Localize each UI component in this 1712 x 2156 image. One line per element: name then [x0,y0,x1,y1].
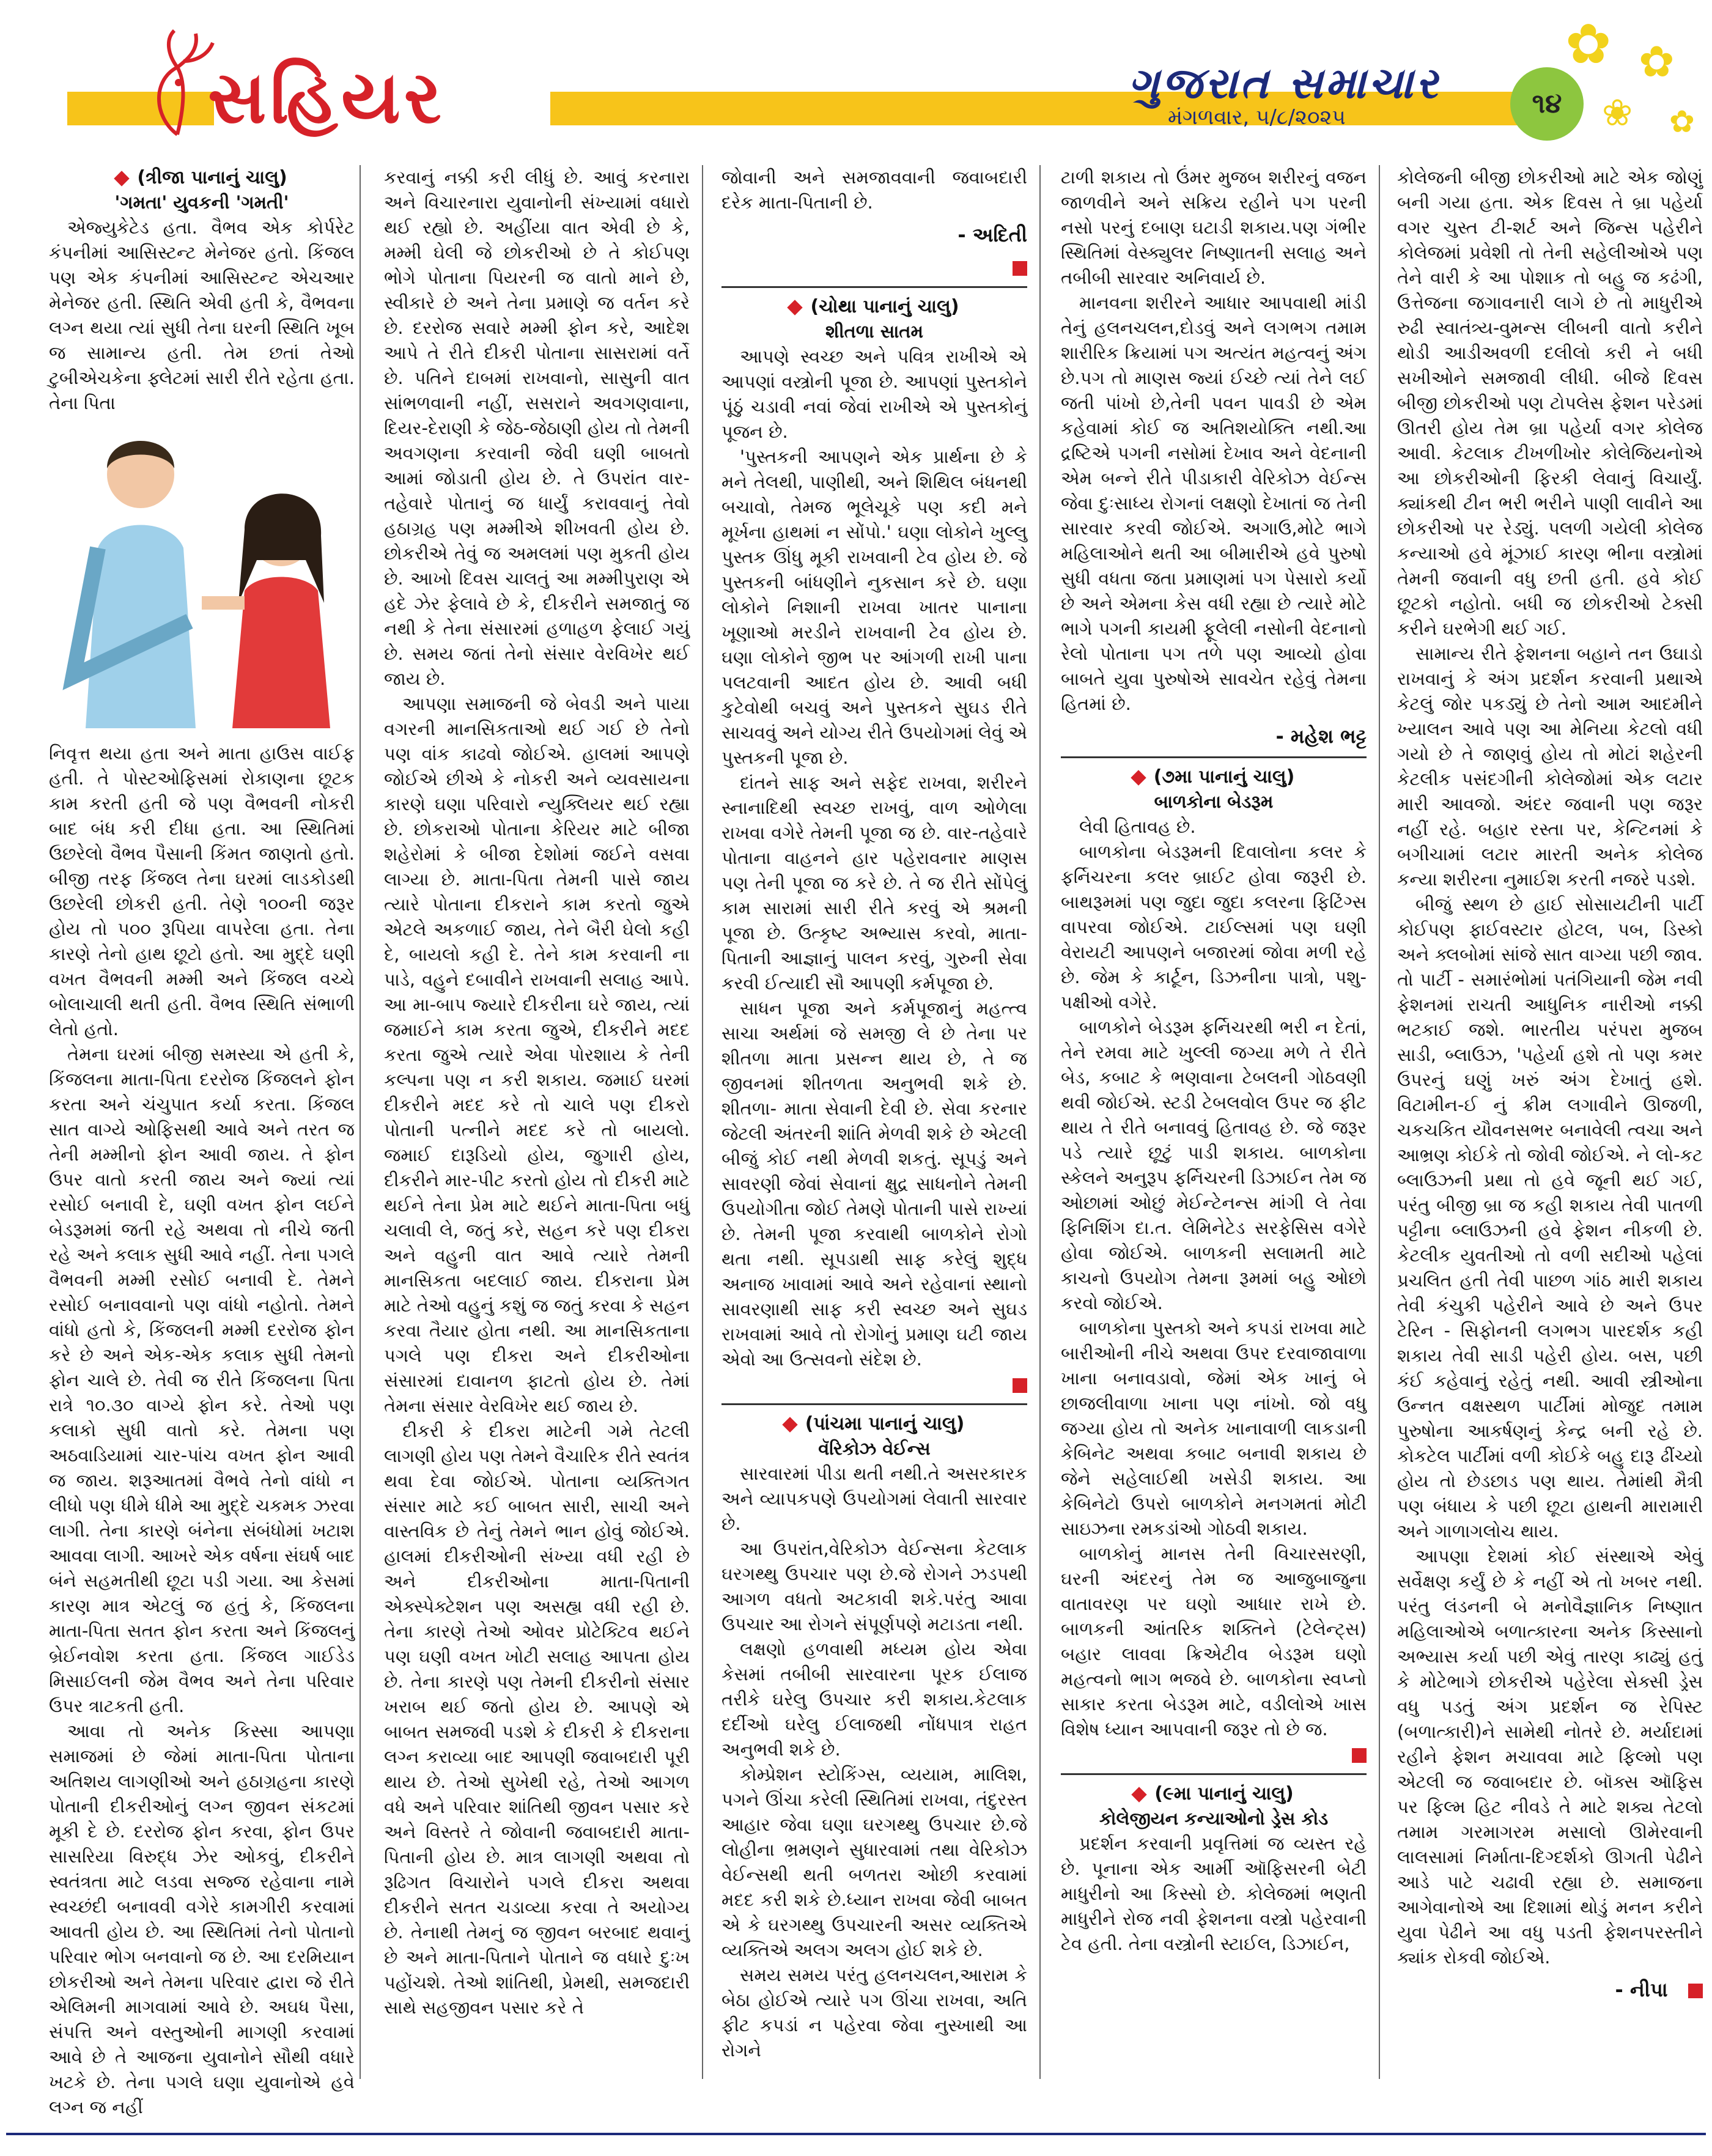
continued-label: (ત્રીજા પાનાનું ચાલુ) [49,165,355,190]
end-mark [721,255,1027,280]
column-rule [1039,165,1041,2079]
paragraph: આપણે સ્વચ્છ અને પવિત્ર રાખીએ એ આપણાં વસ્ત્રોની પૂજા છે. આપણાં પુસ્તકોને પૂંઠું ચડાવી નવાં જેવાં રાખીએ એ પુસ્તકોનું પૂજન છે. [721,346,1027,442]
paragraph: જોવાની અને સમજાવવાની જવાબદારી દરેક માતા-પિતાની છે. [721,167,1027,213]
end-mark [1061,1742,1367,1767]
paragraph: બાળકોના બેડરૂમની દિવાલોના કલર કે ફર્નિચરના કલર બ્રાઈટ હોવા જરૂરી છે. બાથરૂમમાં પણ જુદા જુદા કલરના ફિટિંગ્સ વાપરવા જોઈએ. ટાઈલ્સમાં પણ ઘણી વેરાયટી આપણને બજારમાં જોવા મળી રહે છે. જેમ કે કાર્ટૂન, ડિઝનીના પાત્રો, પશુ-પક્ષીઓ વગેરે. [1061,841,1367,1013]
byline: - મહેશ ભટ્ટ [1275,725,1367,748]
section-divider [721,1403,1027,1405]
paragraph: લક્ષણો હળવાથી મધ્યમ હોય એવા કેસમાં તબીબી સારવારના પૂરક ઈલાજ તરીકે ઘરેલુ ઉપચાર કરી શકાય.કેટલાક દર્દીઓ ઘરેલુ ઈલાજથી નોંધપાત્ર રાહત અનુભવી શકે છે. [721,1639,1027,1760]
paragraph: એજ્યુકેટેડ હતા. વૈભવ એક કોર્પરેટ કંપનીમાં આસિસ્ટન્ટ મેનેજર હતો. કિંજલ પણ એક કંપનીમાં આસિસ્ટન્ટ એચઆર મેનેજર હતી. સ્થિતિ એવી હતી કે, વૈભવના લગ્ન થયા ત્યાં સુધી તેના ઘરની સ્થિતિ ખૂબ જ સામાન્ય હતી. તેમ છતાં તેઓ ટુબીએચકેના ફ્લેટમાં સારી રીતે રહેતા હતા. તેના પિતા [49,217,355,413]
diamond-icon [114,171,130,186]
paragraph: ટાળી શકાય તો ઉંમર મુજબ શરીરનું વજન જાળવીને અને સક્રિય રહીને પગ પરની નસો પરનું દબાણ ઘટાડી શકાય.પણ ગંભીર સ્થિતિમાં વેસ્ક્યુલર નિષ્ણાતની સલાહ અને તબીબી સારવાર અનિવાર્ય છે. [1061,167,1367,288]
paragraph: બાળકોને બેડરૂમ ફર્નિચરથી ભરી ન દેતાં, તેને રમવા માટે ખુલ્લી જગ્યા મળે તે રીતે બેડ, કબાટ કે ભણવાના ટેબલની ગોઠવણી થવી જોઈએ. સ્ટડી ટેબલવોલ ઉપર જ ફીટ થાય તે રીતે બનાવવું હિતાવહ છે. જે જરૂર પડે ત્યારે છૂટું પાડી શકાય. બાળકોના સ્કેલને અનુરૂપ ફર્નિચરની ડિઝાઈન તેમ જ ઓછામાં ઓછું મેઈન્ટેનન્સ માંગી લે તેવા ફિનિશિંગ દા.ત. લેમિનેટેડ સરફેસિસ વગેરે હોવા જોઈએ. બાળકની સલામતી માટે કાચનો ઉપયોગ તેમના રૂમમાં બહુ ઓછો કરવો જોઈએ. [1061,1017,1367,1313]
couple-illustration [49,419,355,728]
byline: - નીપા [1397,1977,1703,2003]
paragraph: બાળકોનું માનસ તેની વિચારસરણી, ઘરની અંદરનું તેમ જ આજુબાજુના વાતાવરણ પર ઘણો આધાર રાખે છે. બાળકની આંતરિક શક્તિને (ટેલેન્ટ્સ) બહાર લાવવા ક્રિએટીવ બેડરૂમ ઘણો મહત્વનો ભાગ ભજવે છે. બાળકોના સ્વપ્નો સાકાર કરતા બેડરૂમ માટે, વડીલોએ ખાસ વિશેષ ધ્યાન આપવાની જરૂર તો છે જ. [1061,1543,1367,1740]
page-number: ૧૪ [1510,67,1584,141]
flower-icon: ✿ [1639,37,1675,87]
paragraph: બીજું સ્થળ છે હાઈ સોસાયટીની પાર્ટી કોઈપણ ફાઈવસ્ટાર હોટલ, પબ, ડિસ્કો અને ક્લબોમાં સાંજે સાત વાગ્યા પછી જાવ. તો પાર્ટી - સમારંભોમાં પતંગિયાની જેમ નવી ફેશનમાં રાચતી આધુનિક નારીઓ નક્કી ભટકાઈ જશે. ભારતીય પરંપરા મુજબ સાડી, બ્લાઉઝ, 'પહેર્યા હશે તો પણ કમર ઉપરનું ઘણું ખરું અંગ દેખાતું હશે. વિટામીન-ઈ નું ક્રીમ લગાવીને ઊજળી, ચકચકિત યૌવનસભર બનાવેલી ત્વચા અને આભ્રણ કોઈકે તો જોવી જોઈએ. ને લો-કટ બ્લાઉઝની પ્રથા તો હવે જૂની થઈ ગઈ, પરંતુ બીજી બ્રા જ કહી શકાય તેવી પાતળી પટ્ટીના બ્લાઉઝની હવે ફેશન નીકળી છે. કેટલીક યુવતીઓ તો વળી સદીઓ પહેલાં પ્રચલિત હતી તેવી પાછળ ગાંઠ મારી શકાય તેવી કંચુકી પહેરીને આવે છે અને ઉપર ટેરિન - સિફોનની લગભગ પારદર્શક કહી શકાય તેવી સાડી પહેરી હોય. બસ, પછી કંઈ કહેવાનું રહેતું નથી. આવી સ્ત્રીઓના ઉન્નત વક્ષસ્થળ પાર્ટીમાં મોજુદ તમામ પુરુષોના આકર્ષણનું કેન્દ્ર બની રહે છે. કોકટેલ પાર્ટીમાં વળી કોઈકે બહુ દારૂ ઢીંચ્યો હોય તો છેડછાડ પણ થાય. તેમાંથી મૈત્રી પણ બંધાય કે પછી છૂટા હાથની મારામારી અને ગાળાગલોચ થાય. [1397,894,1703,1541]
paragraph: નિવૃત્ત થયા હતા અને માતા હાઉસ વાઈફ હતી. તે પોસ્ટઓફિસમાં રોકાણના છૂટક કામ કરતી હતી જે પણ વૈભવની નોકરી બાદ બંધ કરી દીધા હતા. આ સ્થિતિમાં ઉછરેલો વૈભવ પૈસાની કિંમત જાણતો હતો. બીજી તરફ કિંજલ તેના ઘરમાં લાડકોડથી ઉછરેલી છોકરી હતી. તેણે ૧૦૦ની જરૂર હોય તો ૫૦૦ રૂપિયા વાપરેલા હતા. તેના કારણે તેનો હાથ છૂટો હતો. આ મુદ્દે ઘણી વખત વૈભવની મમ્મી અને કિંજલ વચ્ચે બોલાચાલી થતી હતી. વૈભવ સ્થિતિ સંભાળી લેતો હતો. [49,743,355,1039]
diamond-icon [1132,1787,1147,1802]
column-2 [384,165,690,2020]
section-title: સહિયર [208,55,445,139]
diamond-icon [1131,770,1146,785]
flower-icon: ❀ [1602,92,1633,135]
paragraph: 'પુસ્તકની આપણને એક પ્રાર્થના છે કે મને તેલથી, પાણીથી, અને શિથિલ બંધનથી બચાવો, તેમજ ભૂલેચૂકે પણ કદી મને મૂર્ખના હાથમાં ન સોંપો.' ઘણા લોકોને ખુલ્લુ પુસ્તક ઊંધુ મૂકી રાખવાની ટેવ હોય છે. જે પુસ્તકની બાંધણીને નુકસાન કરે છે. ઘણા લોકોને નિશાની રાખવા ખાતર પાનાના ખૂણાઓ મરડીને રાખવાની ટેવ હોય છે. ઘણા લોકોને જીભ પર આંગળી રાખી પાના પલટવાની આદત હોય છે. આવી બધી કુટેવોથી બચવું અને પુસ્તકને સુઘડ રીતે સાચવવું અને યોગ્ય રીતે ઉપયોગમાં લેવું એ પુસ્તકની પૂજા છે. [721,446,1027,768]
paragraph: તેમના ઘરમાં બીજી સમસ્યા એ હતી કે, કિંજલના માતા-પિતા દરરોજ કિંજલને ફોન કરતા અને ચંચુપાત કર્યા કરતા. કિંજલ સાત વાગ્યે ઓફિસથી આવે અને તરત જ તેની મમ્મીનો ફોન આવી જાય. તે ફોન ઉપર વાતો કરતી જાય અને જ્યાં ત્યાં રસોઈ બનાવી દે, ઘણી વખત ફોન લઈને બેડરૂમમાં જતી રહે અથવા તો નીચે જતી રહે અને કલાક સુધી આવે નહીં. તેના પગલે વૈભવની મમ્મી રસોઈ બનાવી દે. તેમને રસોઈ બનાવવાનો પણ વાંધો નહોતો. તેમને વાંધો હતો કે, કિંજલની મમ્મી દરરોજ ફોન કરે છે અને એક-એક કલાક સુધી તેમનો ફોન ચાલે છે. તેવી જ રીતે કિંજલના પિતા રાત્રે ૧૦.૩૦ વાગ્યે ફોન કરે. તેઓ પણ કલાકો સુધી વાતો કરે. તેમના પણ અઠવાડિયામાં ચાર-પાંચ વખત ફોન આવી જ જાય. શરૂઆતમાં વૈભવે તેનો વાંધો ન લીધો પણ ધીમે ધીમે આ મુદ્દે ચકમક ઝરવા લાગી. તેના કારણે બંનેના સંબંધોમાં ખટાશ આવવા લાગી. આખરે એક વર્ષના સંઘર્ષ બાદ બંને સહમતીથી છૂટા પડી ગયા. આ કેસમાં કારણ માત્ર એટલું જ હતું કે, કિંજલના માતા-પિતા સતત ફોન કરતા અને કિંજલનું બ્રેઈનવોશ કરતા હતા. કિંજલ ગાઈડેડ મિસાઈલની જેમ વૈભવ અને તેના પરિવાર ઉપર ત્રાટકતી હતી. [49,1044,355,1716]
flower-icon: ✿ [1669,104,1695,139]
section-divider [1061,756,1367,758]
article-title: વૅરિકોઝ વેઈન્સ [818,1438,931,1459]
article-title: શીતળા સાતમ [825,321,923,342]
continued-label: (૯મા પાનાનું ચાલુ) [1061,1781,1367,1806]
article-title: 'ગમતા' યુવકની 'ગમતી' [114,192,289,213]
paragraph: કોમ્પ્રેશન સ્ટોકિંગ્સ, વ્યયામ, માલિશ, પગને ઊંચા કરેલી સ્થિતિમાં રાખવા, તંદુરસ્ત આહાર જેવા ઘણા ઘરગથ્થુ ઉપચાર છે.જે લોહીના ભ્રમણને સુધારવામાં તથા વેરિકોઝ વેઈન્સથી થતી બળતરા ઓછી કરવામાં મદદ કરી શકે છે.ધ્યાન રાખવા જેવી બાબત એ કે ઘરગથ્થુ ઉપચારની અસર વ્યક્તિએ વ્યક્તિએ અલગ અલગ હોઈ શકે છે. [721,1764,1027,1960]
continued-label: (પાંચમા પાનાનું ચાલુ) [721,1411,1027,1436]
section-divider [1061,1773,1367,1775]
end-square-icon [1352,1748,1367,1763]
paragraph: દાંતને સાફ અને સફેદ રાખવા, શરીરને સ્નાનાદિથી સ્વચ્છ રાખવું, વાળ ઓળેલા રાખવા વગેરે તેમની પૂજા જ છે. વાર-તહેવારે પોતાના વાહનને હાર પહેરાવનાર માણસ પણ તેની પૂજા જ કરે છે. તે જ રીતે સોંપેલું કામ સારામાં સારી રીતે કરવું એ શ્રમની પૂજા છે. ઉત્કૃષ્ટ અભ્યાસ કરવો, માતા-પિતાની આજ્ઞાનું પાલન કરવું, ગુરુની સેવા કરવી ઈત્યાદી સૌ આપણી કર્મપૂજા છે. [721,772,1027,994]
paragraph: પ્રદર્શન કરવાની પ્રવૃત્તિમાં જ વ્યસ્ત રહે છે. પૂનાના એક આર્મી ઑફિસરની બેટી માધુરીનો આ કિસ્સો છે. કોલેજમાં ભણતી માધુરીને રોજ નવી ફેશનના વસ્ત્રો પહેરવાની ટેવ હતી. તેના વસ્ત્રોની સ્ટાઈલ, ડિઝાઈન, [1061,1833,1367,1954]
article-title: કોલેજીયન કન્યાઓનો ડ્રેસ કોડ [1099,1808,1329,1829]
column-rule [1379,165,1380,2079]
column-1 [49,165,355,2120]
article-title: બાળકોના બેડરૂમ [1154,791,1274,812]
paragraph: સમય સમય પરંતુ હલનચલન,આરામ કે બેઠા હોઈએ ત્યારે પગ ઊંચા રાખવા, અતિ ફીટ કપડાં ન પહેરવા જેવા નુસ્ખાથી આ રોગને [721,1965,1027,2061]
paragraph: બાળકોના પુસ્તકો અને કપડાં રાખવા માટે બારીઓની નીચે અથવા ઉપર દરવાજાવાળા ખાના બનાવડાવો, જેમાં એક ખાનું બે છાજલીવાળા ખાના પણ નાંખો. જો વધુ જગ્યા હોય તો અનેક ખાનાવાળી લાકડાની કેબિનેટ અથવા કબાટ બનાવી શકાય છે જેને સહેલાઈથી ખસેડી શકાય. આ કેબિનેટો ઉપરો બાળકોને મનગમતાં મોટી સાઇઝના રમકડાંઓ ગોઠવી શકાય. [1061,1318,1367,1539]
section-divider [721,286,1027,288]
continued-label: (૭મા પાનાનું ચાલુ) [1061,764,1367,789]
paragraph: આપણા દેશમાં કોઈ સંસ્થાએ એવું સર્વેક્ષણ કર્યું છે કે નહીં એ તો ખબર નથી. પરંતુ લંડનની બે મનોવૈજ્ઞાનિક નિષ્ણાત મહિલાઓએ બળાત્કારના અનેક કિસ્સાનો અભ્યાસ કર્યા પછી એવું તારણ કાઢ્યું હતું કે મોટેભાગે છોકરીએ પહેરેલા સેક્સી ડ્રેસ વધુ પડતું અંગ પ્રદર્શન જ રેપિસ્ટ (બળાત્કારી)ને સામેથી નોતરે છે. મર્યાદામાં રહીને ફેશન મચાવવા માટે ફિલ્મો પણ એટલી જ જવાબદાર છે. બૉક્સ ઑફિસ પર ફિલ્મ હિટ નીવડે તે માટે શક્ય તેટલો તમામ ગરમાગરમ મસાલો ઊમેરવાની લાલસામાં નિર્માતા-દિગ્દર્શકો ઊગતી પેઢીને આડે પાટે ચઢાવી રહ્યા છે. સમાજના આગેવાનોએ આ દિશામાં થોડું મનન કરીને યુવા પેઢીને આ વધુ પડતી ફેશનપરસ્તીને ક્યાંક રોકવી જોઈએ. [1397,1546,1703,1968]
paragraph: સાધન પૂજા અને કર્મપૂજાનું મહત્ત્વ સાચા અર્થમાં જે સમજી લે છે તેના પર શીતળા માતા પ્રસન્ન થાય છે, તે જ જીવનમાં શીતળતા અનુભવી શકે છે. શીતળા- માતા સેવાની દેવી છે. સેવા કરનાર જેટલી અંતરની શાંતિ મેળવી શકે છે એટલી બીજું કોઈ નથી મેળવી શકતું. સૂપડું અને સાવરણી જેવાં સેવાનાં ક્ષુદ્ર સાધનોને તેમની ઉપયોગીતા જોઈ તેમણે પોતાની પાસે રાખ્યાં છે. તેમની પૂજા કરવાથી બાળકોને રોગો થતા નથી. સૂપડાથી સાફ કરેલું શુદ્ધ અનાજ ખાવામાં આવે અને રહેવાનાં સ્થાનો સાવરણાથી સાફ કરી સ્વચ્છ અને સુઘડ રાખવામાં આવે તો રોગોનું પ્રમાણ ઘટી જાય એવો આ ઉત્સવનો સંદેશ છે. [721,998,1027,1370]
byline: - અદિતી [957,223,1027,246]
paragraph: આવા તો અનેક કિસ્સા આપણા સમાજમાં છે જેમાં માતા-પિતા પોતાના અતિશય લાગણીઓ અને હઠાગ્રહના કારણે પોતાની દીકરીઓનું લગ્ન જીવન સંકટમાં મૂકી દે છે. દરરોજ ફોન કરવા, ફોન ઉપર સાસરિયા વિરુદ્ધ ઝેર ઓકવું, દીકરીને સ્વતંત્રતા માટે લડવા સજ્જ રહેવાના નામે સ્વચ્છંદી બનાવવી વગેરે કામગીરી કરવામાં આવતી હોય છે. આ સ્થિતિમાં તેનો પોતાનો પરિવાર ભોગ બનવાનો જ છે. આ દરમિયાન છોકરીઓ અને તેમના પરિવાર દ્વારા જે રીતે એલિમની માગવામાં આવે છે. અઘધ પૈસા, સંપત્તિ અને વસ્તુઓની માગણી કરવામાં આવે છે તે આજના યુવાનોને સૌથી વધારે ખટકે છે. તેના પગલે ઘણા યુવાનોએ હવે લગ્ન જ નહીં [49,1721,355,2117]
paragraph: કરવાનું નક્કી કરી લીધું છે. આવું કરનારા અને વિચારનારા યુવાનોની સંખ્યામાં વધારો થઈ રહ્યો છે. અહીંયા વાત એવી છે કે, મમ્મી ઘેલી જે છોકરીઓ છે તે કોઈપણ ભોગે પોતાના પિયરની જ વાતો માને છે, સ્વીકારે છે અને તેના પ્રમાણે જ વર્તન કરે છે. દરરોજ સવારે મમ્મી ફોન કરે, આદેશ આપે તે રીતે દીકરી પોતાના સાસરામાં વર્તે છે. પતિને દાબમાં રાખવાનો, સાસુની વાત સાંભળવાની નહીં, સસરાને અવગણવાના, દિયર-દેરાણી કે જેઠ-જેઠાણી હોય તો તેમની અવગણના કરવાની જેવી ઘણી બાબતો આમાં જોડાતી હોય છે. તે ઉપરાંત વાર-તહેવારે પોતાનું જ ધાર્યું કરાવવાનું તેવો હઠાગ્રહ પણ મમ્મીએ શીખવતી હોય છે. છોકરીએ તેવું જ અમલમાં પણ મુકતી હોય છે. આખો દિવસ ચાલતું આ મમ્મીપુરાણ એ હદે ઝેર ફેલાવે છે કે, દીકરીને સમજાતું જ નથી કે તેના સંસારમાં હળાહળ ફેલાઈ ગયું છે. સમય જતાં તેનો સંસાર વેરવિખેર થઈ જાય છે. [384,167,690,689]
issue-date: મંગળવાર, ૫/૮/૨૦૨૫ [1168,105,1346,130]
paragraph: લેવી હિતાવહ છે. [1079,816,1196,837]
paragraph: આ ઉપરાંત,વેરિકોઝ વેઈન્સના કેટલાક ઘરગથ્થુ ઉપચાર પણ છે.જે રોગને ઝડપથી આગળ વધતો અટકાવી શકે.પરંતુ આવા ઉપચાર આ રોગને સંપૂર્ણપણે મટાડતા નથી. [721,1538,1027,1634]
bottom-rule [6,2133,1706,2135]
paragraph: આપણા સમાજની જે બેવડી અને પાયા વગરની માનસિકતાઓ થઈ ગઈ છે તેનો પણ વાંક કાઢવો જોઈએ. હાલમાં આપણે જોઈએ છીએ કે નોકરી અને વ્યવસાયના કારણે ઘણા પરિવારો ન્યુક્લિયર થઈ રહ્યા છે. છોકરાઓ પોતાના કેરિયર માટે બીજા શહેરોમાં કે બીજા દેશોમાં જઈને વસવા લાગ્યા છે. માતા-પિતા તેમની પાસે જાય ત્યારે પોતાના દીકરાને કામ કરતો જુએ એટલે અકળાઈ જાય, તેને બૈરી ઘેલો કહી દે, બાયલો કહી દે. તેને કામ કરવાની ના પાડે, વહુને દબાવીને રાખવાની સલાહ આપે. આ મા-બાપ જ્યારે દીકરીના ઘરે જાય, ત્યાં જમાઈને કામ કરતા જુએ, દીકરીને મદદ કરતા જુએ ત્યારે એવા પોરશાય કે તેની કલ્પના પણ ન કરી શકાય. જમાઈ ઘરમાં દીકરીને મદદ કરે તો ચાલે પણ દીકરો પોતાની પત્નીને મદદ કરે તો બાયલો. જમાઈ દારૂડિયો હોય, જુગારી હોય, દીકરીને માર-પીટ કરતો હોય તો દીકરી માટે થઈને તેના પ્રેમ માટે થઈને માતા-પિતા બધું ચલાવી લે, જતું કરે, સહન કરે પણ દીકરા અને વહુની વાત આવે ત્યારે તેમની માનસિકતા બદલાઈ જાય. દીકરાના પ્રેમ માટે તેઓ વહુનું કશું જ જતું કરવા કે સહન કરવા તૈયાર હોતા નથી. આ માનસિકતાના પગલે પણ દીકરા અને દીકરીઓના સંસારમાં દાવાનળ ફાટતો હોય છે. તેમાં તેમના સંસાર વેરવિખેર થઈ જાય છે. [384,693,690,1416]
paragraph: દીકરી કે દીકરા માટેની ગમે તેટલી લાગણી હોય પણ તેમને વૈચારિક રીતે સ્વતંત્ર થવા દેવા જોઈએ. પોતાના વ્યક્તિગત સંસાર માટે કઈ બાબત સારી, સાચી અને વાસ્તવિક છે તેનું તેમને ભાન હોવું જોઈએ. હાલમાં દીકરીઓની સંખ્યા વધી રહી છે અને દીકરીઓના માતા-પિતાની એક્સ્પેક્ટેશન પણ અસહ્ય વધી રહી છે. તેના કારણે તેઓ ઓવર પ્રોટેક્ટિવ થઈને પણ ઘણી વખત ખોટી સલાહ આપતા હોય છે. તેના કારણે પણ તેમની દીકરીનો સંસાર ખરાબ થઈ જતો હોય છે. આપણે એ બાબત સમજવી પડશે કે દીકરી કે દીકરાના લગ્ન કરાવ્યા બાદ આપણી જવાબદારી પૂરી થાય છે. તેઓ સુખેથી રહે, તેઓ આગળ વધે અને પરિવાર શાંતિથી જીવન પસાર કરે અને વિસ્તરે તે જોવાની જવાબદારી માતા-પિતાની હોય છે. માત્ર લાગણી અથવા તો રૂઢિગત વિચારોને પગલે દીકરા અથવા દીકરીને સતત ચડાવ્યા કરવા તે અયોગ્ય છે. તેનાથી તેમનું જ જીવન બરબાદ થવાનું છે અને માતા-પિતાને પોતાને જ વધારે દુઃખ પહોંચશે. તેઓ શાંતિથી, પ્રેમથી, સમજદારી સાથે સહજીવન પસાર કરે તે [384,1420,690,2018]
column-rule [360,165,361,2079]
paragraph: સામાન્ય રીતે ફેશનના બહાને તન ઉઘાડો રાખવાનું કે અંગ પ્રદર્શન કરવાની પ્રથાએ કેટલું જોર પકડ્યું છે તેનો આમ આદમીને ખ્યાલન આવે પણ આ મેનિયા કેટલો વધી ગયો છે તે જાણવું હોય તો મોટાં શહેરની કેટલીક પસંદગીની કોલેજોમાં એક લટાર મારી આવજો. અંદર જવાની પણ જરૂર નહીં રહે. બહાર રસ્તા પર, કેન્ટિનમાં કે બગીચામાં લટાર મારતી અનેક કોલેજ કન્યા શરીરના નુમાઈશ કરતી નજરે પડશે. [1397,643,1703,890]
column-5 [1397,165,1703,2010]
column-rule [702,165,703,2079]
diamond-icon [782,1417,797,1432]
end-mark [721,1372,1027,1397]
end-square-icon [1013,261,1027,276]
paragraph: માનવના શરીરને આધાર આપવાથી માંડી તેનું હલનચલન,દોડવું અને લગભગ તમામ શારીરિક ક્રિયામાં પગ અત્યંત મહત્વનું અંગ છે.પગ તો માણસ જ્યાં ઈચ્છે ત્યાં તેને લઈ જતી પાંખો છે,તેની પવન પાવડી છે એમ કહેવામાં કોઈ જ અતિશયોક્તિ નથી.આ દ્રષ્ટિએ પગની નસોમાં દેખાવ અને વેદનાની એમ બન્ને રીતે પીડાકારી વેરિકોઝ વેઈન્સ જેવા દુઃસાધ્ય રોગનાં લક્ષણો દેખાતાં જ તેની સારવાર કરવી જોઈએ. અગાઉ,મોટે ભાગે મહિલાઓને થતી આ બીમારીએ હવે પુરુષો સુધી વધતા જતા પ્રમાણમાં પગ પેસારો કર્યો છે અને એમના કેસ વધી રહ્યા છે ત્યારે મોટે ભાગે પગની કાયમી ફૂલેલી નસોની વેદનાનો રેલો પોતાના પગ તળે પણ આવ્યો હોવા બાબતે યુવા પુરુષોએ સાવચેત રહેવું તેમના હિતમાં છે. [1061,292,1367,714]
column-4 [1061,165,1367,1957]
column-3 [721,165,1027,2063]
masthead [0,0,1712,150]
paragraph: સારવારમાં પીડા થતી નથી.તે અસરકારક અને વ્યાપકપણે ઉપયોગમાં લેવાતી સારવાર છે. [721,1463,1027,1534]
diamond-icon [788,300,803,315]
end-square-icon [1688,1984,1703,1998]
end-square-icon [1013,1378,1027,1393]
paragraph: કોલેજની બીજી છોકરીઓ માટે એક જોણું બની ગયા હતા. એક દિવસ તે બ્રા પહેર્યા વગર ચુસ્ત ટી-શર્ટ અને જિન્સ પહેરીને કોલેજમાં પ્રવેશી તો તેની સહેલીઓએ પણ તેને વારી કે આ પોશાક તો બહુ જ કઢંગી, ઉત્તેજના જગાવનારી લાગે છે તો માધુરીએ રુઢી સ્વાતંત્ર્ય-વુમન્સ લીબની વાતો કરીને થોડી આડીઅવળી દલીલો કરી ને બધી સખીઓને સમજાવી લીધી. બીજે દિવસ બીજી છોકરીઓ પણ ટોપલેસ ફેશન પરેડમાં ઊતરી હોય તેમ બ્રા પહેર્યા વગર કોલેજ આવી. કેટલાક ટીખળીખોર કોલેજિયનોએ આ છોકરીઓની ફિરકી લેવાનું વિચાર્યું. ક્યાંકથી ટીન ભરી ભરીને પાણી લાવીને આ છોકરીઓ પર રેડ્યું. પલળી ગયેલી કોલેજ કન્યાઓ હવે મૂંઝાઈ કારણ ભીના વસ્ત્રોમાં તેમની જવાની વધુ છતી હતી. હવે કોઈ છૂટકો નહોતો. બધી જ છોકરીઓ ટેક્સી કરીને ઘરભેગી થઈ ગઈ. [1397,167,1703,639]
flower-icon: ✿ [1565,12,1612,76]
newspaper-name: ગુજરાત સમાચાર [1128,58,1441,108]
continued-label: (ચોથા પાનાનું ચાલુ) [721,294,1027,319]
